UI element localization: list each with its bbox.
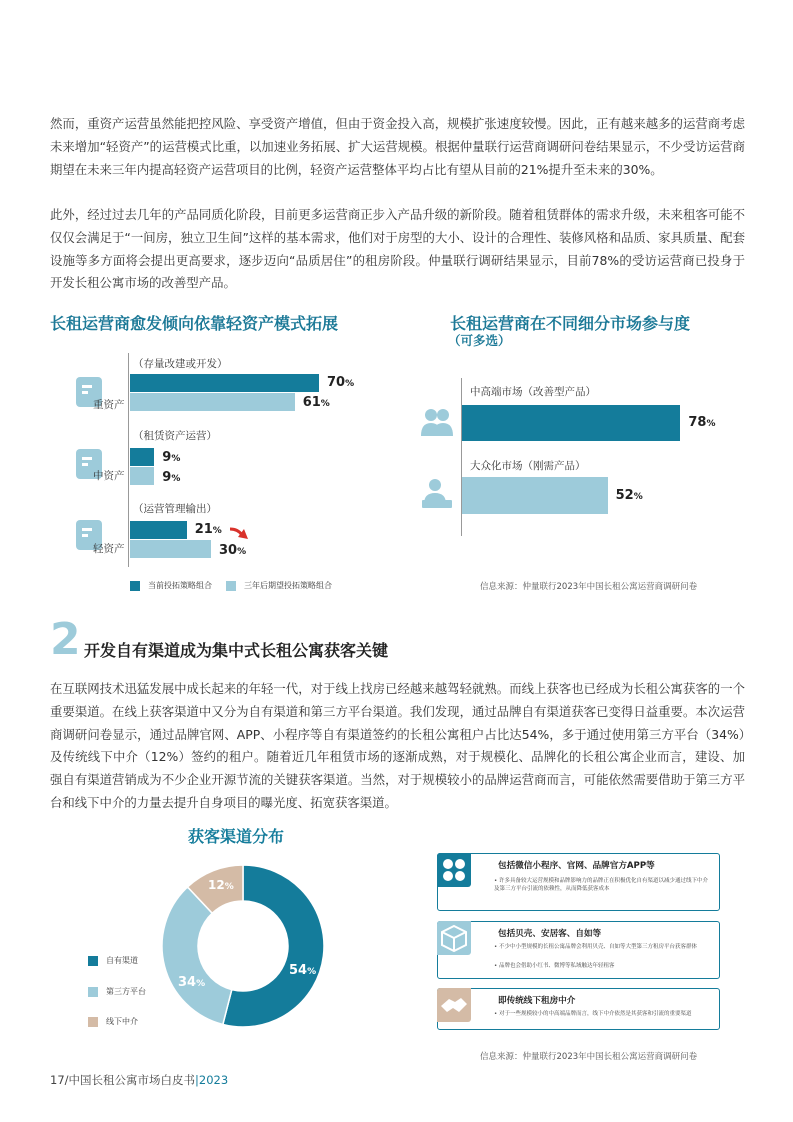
chart3-title: 获客渠道分布	[188, 827, 285, 846]
legend-swatch-current	[130, 581, 140, 591]
increase-arrow-icon	[228, 525, 250, 543]
card-title-offline: 即传统线下租房中介	[498, 996, 576, 1006]
card-offline	[437, 988, 720, 1030]
legend-own: 自有渠道	[88, 955, 138, 966]
donut-chart	[161, 864, 325, 1028]
bar-future-medium	[130, 467, 154, 485]
person-laptop-icon	[420, 478, 454, 510]
chart2-title: 长租运营商在不同细分市场参与度	[450, 314, 691, 333]
bar-market-high	[462, 405, 680, 441]
chart2-source: 信息来源：仲量联行2023年中国长租公寓运营商调研问卷	[480, 582, 698, 592]
value-current-light: 21%	[194, 522, 222, 537]
legend-swatch-third	[88, 987, 98, 997]
card-bullet-own-1: • 许多具备较大运营规模和品牌影响力的品牌正在积极优化自有渠道以减少通过线下中介及第三方平台引流的依赖性，从而降低获客成本	[494, 878, 709, 892]
group-name-heavy: 重资产	[93, 399, 125, 411]
card-bullet-offline-1: • 对于一些规模较小的中高端品牌而言，线下中介依然是其获客和引流的重要渠道	[494, 1011, 692, 1017]
chart1-title: 长租运营商愈发倾向依靠轻资产模式拓展	[50, 314, 339, 333]
market-label-high: 中高端市场（改善型产品）	[470, 386, 596, 398]
value-future-heavy: 61%	[302, 395, 330, 410]
legend-current: 当前投拓策略组合	[130, 580, 212, 591]
donut-slice-third	[162, 887, 232, 1025]
chart1-axis	[128, 353, 129, 567]
legend-swatch-offline	[88, 1017, 98, 1027]
donut-label-offline: 12%	[208, 878, 234, 892]
group-sub-heavy: （存量改建或开发）	[133, 358, 228, 370]
card-title-third: 包括贝壳、安居客、自如等	[498, 929, 602, 939]
grid-icon	[437, 853, 471, 887]
legend-offline: 线下中介	[88, 1016, 138, 1027]
card-title-own: 包括微信小程序、官网、品牌官方APP等	[498, 861, 655, 871]
card-bullet-third-2: • 品牌也会借助小红书、微博等私域触达年轻租客	[494, 963, 615, 969]
card-third-party	[437, 921, 720, 979]
chart2-subtitle: （可多选）	[448, 333, 511, 348]
legend-third: 第三方平台	[88, 986, 146, 997]
bar-current-medium	[130, 448, 154, 466]
group-name-light: 轻资产	[93, 543, 125, 555]
bar-future-heavy	[130, 393, 295, 411]
value-market-high: 78%	[688, 415, 716, 430]
legend-swatch-own	[88, 956, 98, 966]
value-future-medium: 9%	[162, 470, 181, 485]
intro-paragraph-2: 此外，经过过去几年的产品同质化阶段，目前更多运营商正步入产品升级的新阶段。随着租赁群体的需求升级，未来租客可能不仅仅会满足于“一间房，独立卫生间”这样的基本需求，他们对于房型的大小、设计的合理性、装修风格和品质、家具质量、配套设施等多方面将会提出更高要求，逐步迈向“品质居住”的租房阶段。仲量联行调研结果显示，目前78%的受访运营商已投身于开发长租公寓市场的改善型产品。	[50, 207, 745, 291]
group-name-medium: 中资产	[93, 470, 125, 482]
card-bullet-third-1: • 不少中小型规模的长租公寓品牌会利用贝壳、自如等大型第三方租房平台获客群体	[494, 944, 698, 950]
group-sub-light: （运营管理输出）	[133, 503, 217, 515]
bar-current-heavy	[130, 374, 319, 392]
bar-market-mass	[462, 477, 608, 514]
section-number: 2	[50, 614, 81, 665]
people-icon	[420, 406, 454, 438]
bar-current-light	[130, 521, 187, 539]
section-heading: 开发自有渠道成为集中式长租公寓获客关键	[84, 641, 389, 660]
value-future-light: 30%	[219, 543, 247, 558]
group-sub-medium: （租赁资产运营）	[133, 430, 217, 442]
card-own-channel	[437, 853, 720, 911]
donut-label-own: 54%	[289, 963, 317, 978]
intro-paragraph-1: 然而，重资产运营虽然能把控风险、享受资产增值，但由于资金投入高，规模扩张速度较慢。因此，正有越来越多的运营商考虑未来增加“轻资产”的运营模式比重，以加速业务拓展、扩大运营规模。根据仲量联行运营商调研问卷结果显示，不少受访运营商期望在未来三年内提高轻资产运营项目的比例，轻资产运营整体平均占比有望从目前的21%提升至未来的30%。	[50, 116, 745, 177]
section2-paragraph: 在互联网技术迅猛发展中成长起来的年轻一代，对于线上找房已经越来越驾轻就熟。而线上获客也已经成为长租公寓获客的一个重要渠道。在线上获客渠道中又分为自有渠道和第三方平台渠道。我们发现，通过品牌自有渠道获客已变得日益重要。本次运营商调研问卷显示，通过品牌官网、APP、小程序等自有渠道签约的长租公寓租户占比达54%，多于通过使用第三方平台（34%）及传统线下中介（12%）签约的租户。随着近几年租赁市场的逐渐成熟，对于规模化、品牌化的长租公寓企业而言，建设、加强自有渠道营销成为不少企业开源节流的关键获客渠道。当然，对于规模较小的品牌运营商而言，可能依然需要借助于第三方平台和线下中介的力量去提升自身项目的曝光度、拓宽获客渠道。	[50, 681, 745, 810]
handshake-icon	[437, 988, 471, 1022]
bar-future-light	[130, 540, 211, 558]
legend-swatch-future	[226, 581, 236, 591]
donut-label-third: 34%	[178, 975, 206, 990]
legend-future: 三年后期望投拓策略组合	[226, 580, 332, 591]
value-market-mass: 52%	[615, 488, 643, 503]
value-current-heavy: 70%	[327, 375, 355, 390]
bottom-source: 信息来源：仲量联行2023年中国长租公寓运营商调研问卷	[480, 1052, 698, 1062]
cube-icon	[437, 921, 471, 955]
value-current-medium: 9%	[162, 450, 181, 465]
market-label-mass: 大众化市场（刚需产品）	[470, 460, 586, 472]
page-footer: 17/中国长租公寓市场白皮书|2023	[50, 1073, 229, 1087]
